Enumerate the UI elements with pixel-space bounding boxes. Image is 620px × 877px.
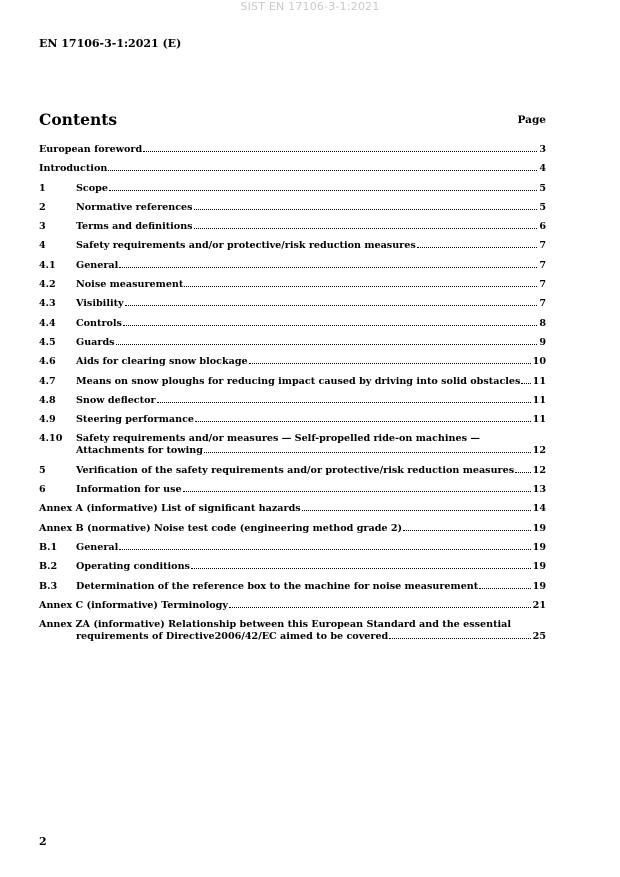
toc-entry-title: Annex C (informative) Terminology	[39, 599, 228, 611]
toc-entry[interactable]	[39, 561, 546, 573]
toc-entry[interactable]	[39, 542, 546, 554]
toc-entry-title: Introduction	[39, 163, 108, 175]
toc-entry-page: 7	[539, 259, 546, 271]
toc-entry-page: 7	[539, 279, 546, 291]
toc-entry-number: 4.6	[39, 356, 56, 368]
toc-entry-number: 5	[39, 464, 46, 476]
toc-entry-title: Means on snow ploughs for reducing impact caused by driving into solid obstacles	[76, 375, 521, 387]
toc-entry-page: 11	[532, 375, 546, 387]
toc-entry[interactable]	[39, 414, 546, 426]
toc-entry-number: 2	[39, 201, 46, 213]
dot-leader	[116, 344, 538, 345]
toc-entry[interactable]	[39, 298, 546, 310]
dot-leader	[403, 530, 531, 531]
toc-entry-title: General	[76, 541, 119, 553]
toc-entry-page: 19	[532, 541, 546, 553]
toc-entry-number: 4.9	[39, 414, 56, 426]
toc-entry-page: 11	[532, 414, 546, 426]
toc-entry-page: 9	[539, 336, 546, 348]
toc-entry-page: 11	[532, 394, 546, 406]
document-id: EN 17106-3-1:2021 (E)	[39, 37, 182, 50]
toc-entry-title: Controls	[76, 317, 122, 329]
page-number: 2	[39, 835, 47, 848]
toc-entry[interactable]	[39, 337, 546, 349]
toc-entry[interactable]	[39, 503, 546, 515]
dot-leader	[191, 568, 531, 569]
toc-entry-page: 12	[532, 445, 546, 457]
toc-entry-title: Aids for clearing snow blockage	[76, 356, 248, 368]
toc-entry-title: Annex A (informative) List of significant hazards	[39, 503, 301, 515]
toc-entry-page: 5	[539, 182, 546, 194]
toc-entry-title-line2: Attachments for towing	[76, 445, 203, 457]
toc-entry[interactable]	[39, 619, 546, 643]
toc-entry-title: Terms and definitions	[76, 221, 193, 233]
toc-entry[interactable]	[39, 240, 546, 252]
toc-entry[interactable]	[39, 318, 546, 330]
toc-entry-title: Determination of the reference box to the machine for noise measurement	[76, 580, 479, 592]
toc-entry-number: B.3	[39, 580, 58, 592]
dot-leader	[123, 325, 537, 326]
toc-entry[interactable]	[39, 202, 546, 214]
toc-entry[interactable]	[39, 221, 546, 233]
toc-entry-title: General	[76, 259, 119, 271]
toc-entry-number: 4.7	[39, 375, 56, 387]
dot-leader	[183, 491, 531, 492]
toc-entry[interactable]	[39, 376, 546, 388]
toc-entry-page: 19	[532, 561, 546, 573]
toc-entry-number: 4.5	[39, 336, 56, 348]
toc-entry-number: 4.10	[39, 433, 63, 445]
toc-entry-page: 3	[539, 144, 546, 155]
toc-entry-number: 4	[39, 240, 46, 252]
dot-leader	[389, 638, 530, 639]
toc-entry-title-line2: requirements of Directive2006/42/EC aimed to be covered	[76, 631, 389, 643]
toc-entry[interactable]	[39, 600, 546, 612]
toc-entry-title: Steering performance	[76, 414, 195, 426]
toc-entry-page: 21	[532, 599, 546, 611]
toc-entry-number: 4.1	[39, 259, 56, 271]
toc-entry-title: Noise measurement	[76, 279, 184, 291]
toc-entry[interactable]	[39, 183, 546, 195]
toc-entry-page: 5	[539, 201, 546, 213]
dot-leader	[143, 151, 537, 152]
dot-leader	[194, 228, 538, 229]
dot-leader	[119, 267, 537, 268]
dot-leader	[119, 549, 530, 550]
toc-entry-title: Scope	[76, 182, 108, 194]
dot-leader	[195, 421, 531, 422]
toc-entry-title: Normative references	[76, 201, 193, 213]
dot-leader	[515, 472, 531, 473]
toc-entry-title: Operating conditions	[76, 561, 190, 573]
toc-entry-page: 14	[532, 503, 546, 515]
toc-entry-title: Information for use	[76, 484, 182, 496]
toc-entry-page: 19	[532, 580, 546, 592]
toc-entry-title: Safety requirements and/or protective/risk reduction measures	[76, 240, 416, 252]
contents-title: Contents	[39, 110, 118, 129]
toc-entry-page: 7	[539, 298, 546, 310]
toc-entry[interactable]	[39, 433, 546, 457]
dot-leader	[479, 588, 530, 589]
toc-entry-number: 1	[39, 182, 46, 194]
toc-entry[interactable]	[39, 523, 546, 535]
page-column-label: Page	[517, 114, 546, 126]
dot-leader	[184, 286, 537, 287]
toc-entry-page: 7	[539, 240, 546, 252]
toc-entry-title: Guards	[76, 336, 115, 348]
toc-entry[interactable]	[39, 260, 546, 272]
toc-entry-page: 10	[532, 356, 546, 368]
toc-entry-number: 3	[39, 221, 46, 233]
toc-entry[interactable]	[39, 581, 546, 593]
toc-entry-number: B.2	[39, 561, 58, 573]
toc-entry-page: 19	[532, 522, 546, 534]
toc-entry-page: 4	[539, 163, 546, 175]
toc-entry-page: 25	[532, 631, 546, 643]
toc-entry-page: 6	[539, 221, 546, 233]
table-of-contents	[39, 144, 546, 650]
toc-entry[interactable]	[39, 356, 546, 368]
toc-entry-title: Snow deflector	[76, 394, 156, 406]
toc-entry-number: 4.3	[39, 298, 56, 310]
toc-entry-number: 6	[39, 484, 46, 496]
watermark: SIST EN 17106-3-1:2021	[240, 0, 380, 13]
dot-leader	[302, 510, 531, 511]
dot-leader	[204, 452, 531, 453]
toc-entry[interactable]	[39, 144, 546, 156]
toc-entry-number: 4.4	[39, 317, 56, 329]
dot-leader	[249, 363, 531, 364]
toc-entry-title: Visibility	[76, 298, 124, 310]
toc-entry-title-line1: Annex ZA (informative) Relationship between this European Standard and the essential	[39, 619, 512, 631]
toc-entry-number: 4.8	[39, 394, 56, 406]
dot-leader	[417, 247, 538, 248]
dot-leader	[108, 170, 537, 171]
toc-entry-title: European foreword	[39, 144, 143, 155]
dot-leader	[125, 305, 538, 306]
toc-entry-page: 12	[532, 464, 546, 476]
dot-leader	[157, 402, 531, 403]
toc-entry-title: Annex B (normative) Noise test code (engineering method grade 2)	[39, 522, 403, 534]
toc-entry[interactable]	[39, 484, 546, 496]
dot-leader	[229, 607, 531, 608]
toc-entry[interactable]	[39, 163, 546, 175]
toc-entry[interactable]	[39, 395, 546, 407]
dot-leader	[194, 209, 538, 210]
toc-entry-page: 8	[539, 317, 546, 329]
toc-entry[interactable]	[39, 465, 546, 477]
toc-entry[interactable]	[39, 279, 546, 291]
dot-leader	[521, 383, 530, 384]
toc-entry-number: B.1	[39, 541, 58, 553]
toc-entry-number: 4.2	[39, 279, 56, 291]
toc-entry-title-line1: Safety requirements and/or measures — Self-propelled ride-on machines —	[76, 433, 480, 445]
toc-entry-title: Verification of the safety requirements and/or protective/risk reduction measures	[76, 464, 515, 476]
toc-entry-page: 13	[532, 484, 546, 496]
dot-leader	[109, 190, 537, 191]
